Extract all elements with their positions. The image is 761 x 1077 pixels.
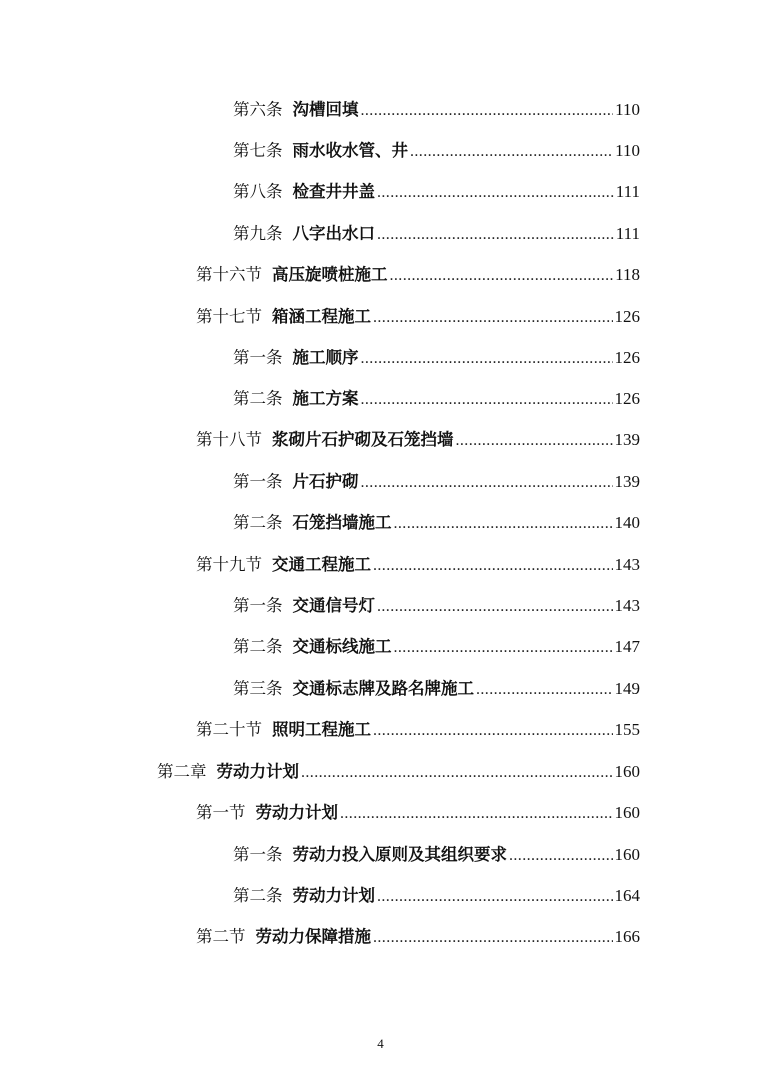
toc-entry-label: 第十八节: [196, 430, 262, 449]
toc-entry-label: 第一条: [233, 348, 283, 367]
toc-entry-label: 第一条: [233, 845, 283, 864]
toc-entry-page: 110: [615, 141, 640, 160]
toc-entry-title: 交通信号灯: [292, 596, 375, 615]
toc-entry-label: 第六条: [233, 100, 283, 119]
toc-entry[interactable]: [196, 304, 640, 330]
toc-entry-title: 施工顺序: [292, 348, 359, 367]
toc-entry-title: 箱涵工程施工: [272, 307, 371, 326]
toc-entry-title: 照明工程施工: [272, 720, 371, 739]
toc-entry-title: 交通标线施工: [292, 637, 392, 656]
toc-entry-title: 劳动力计划: [255, 803, 338, 822]
dot-leader: [373, 305, 613, 331]
toc-entry-title: 高压旋喷桩施工: [272, 265, 388, 284]
toc-entry-page: 160: [614, 803, 640, 822]
toc-entry-page: 164: [614, 886, 640, 905]
toc-entry[interactable]: [233, 97, 640, 123]
dot-leader: [456, 428, 613, 454]
toc-entry-title: 沟槽回填: [292, 100, 359, 119]
toc-entry-page: 155: [614, 720, 640, 739]
toc-entry-label: 第二条: [233, 389, 283, 408]
toc-entry-label: 第八条: [233, 182, 283, 201]
toc-entry-label: 第三条: [233, 679, 283, 698]
dot-leader: [476, 677, 613, 703]
toc-entry[interactable]: [233, 345, 640, 371]
toc-entry[interactable]: [157, 759, 640, 785]
toc-entry-page: 140: [614, 513, 640, 532]
toc-entry-page: 149: [614, 679, 640, 698]
toc-entry[interactable]: [196, 717, 640, 743]
toc-entry-title: 八字出水口: [292, 224, 375, 243]
dot-leader: [373, 553, 613, 579]
toc-entry-label: 第九条: [233, 224, 283, 243]
toc-entry[interactable]: [196, 427, 640, 453]
toc-entry-label: 第七条: [233, 141, 283, 160]
toc-entry-label: 第二条: [233, 637, 283, 656]
toc-entry[interactable]: [233, 386, 640, 412]
dot-leader: [361, 470, 613, 496]
toc-entry-page: 110: [615, 100, 640, 119]
dot-leader: [301, 760, 613, 786]
toc-entry[interactable]: [233, 221, 640, 247]
toc-entry[interactable]: [233, 676, 640, 702]
dot-leader: [410, 139, 613, 165]
toc-entry-label: 第二条: [233, 513, 283, 532]
toc-entry[interactable]: [233, 634, 640, 660]
toc-entry-title: 施工方案: [292, 389, 359, 408]
toc-entry-label: 第二节: [196, 927, 246, 946]
toc-entry-label: 第二条: [233, 886, 283, 905]
toc-entry-title: 石笼挡墙施工: [292, 513, 392, 532]
toc-entry-label: 第二章: [157, 762, 207, 781]
toc-entry-title: 交通工程施工: [272, 555, 371, 574]
dot-leader: [361, 346, 613, 372]
toc-entry-page: 126: [614, 307, 640, 326]
toc-entry-page: 160: [614, 762, 640, 781]
toc-entry[interactable]: [233, 179, 640, 205]
dot-leader: [394, 635, 613, 661]
toc-entry-label: 第十六节: [196, 265, 262, 284]
toc-entry[interactable]: [196, 262, 640, 288]
toc-entry-title: 劳动力保障措施: [255, 927, 371, 946]
toc-entry-page: 147: [614, 637, 640, 656]
page-number: 4: [377, 1036, 384, 1051]
toc-entry-label: 第一条: [233, 472, 283, 491]
dot-leader: [377, 180, 614, 206]
dot-leader: [377, 222, 614, 248]
toc-entry-title: 劳动力计划: [216, 762, 299, 781]
toc-entry-title: 劳动力投入原则及其组织要求: [292, 845, 507, 864]
toc-entry-page: 143: [614, 555, 640, 574]
toc-entry[interactable]: [233, 138, 640, 164]
dot-leader: [361, 387, 613, 413]
toc-entry[interactable]: [233, 842, 640, 868]
toc-entry[interactable]: [196, 552, 640, 578]
toc-entry-page: 139: [614, 430, 640, 449]
dot-leader: [377, 594, 613, 620]
toc-entry-page: 166: [614, 927, 640, 946]
toc-entry-page: 126: [614, 348, 640, 367]
toc-entry-page: 160: [614, 845, 640, 864]
toc-entry-label: 第一节: [196, 803, 246, 822]
toc-entry-page: 118: [615, 265, 640, 284]
dot-leader: [361, 98, 614, 124]
toc-entry[interactable]: [196, 924, 640, 950]
toc-entry[interactable]: [233, 593, 640, 619]
toc-entry-title: 检查井井盖: [292, 182, 375, 201]
dot-leader: [373, 925, 613, 951]
dot-leader: [390, 263, 614, 289]
dot-leader: [509, 843, 613, 869]
toc-entry-title: 雨水收水管、井: [292, 141, 408, 160]
toc-entry-label: 第十九节: [196, 555, 262, 574]
toc-entry-page: 143: [614, 596, 640, 615]
toc-entry[interactable]: [196, 800, 640, 826]
toc-entry[interactable]: [233, 510, 640, 536]
toc-entry[interactable]: [233, 469, 640, 495]
toc-entry-page: 126: [614, 389, 640, 408]
toc-entry-label: 第二十节: [196, 720, 262, 739]
toc-entry-page: 111: [615, 224, 640, 243]
toc-entry-title: 片石护砌: [292, 472, 359, 491]
toc-entry[interactable]: [233, 883, 640, 909]
toc-entry-page: 139: [614, 472, 640, 491]
toc-entry-title: 劳动力计划: [292, 886, 375, 905]
dot-leader: [377, 884, 613, 910]
toc-entry-title: 浆砌片石护砌及石笼挡墙: [272, 430, 454, 449]
toc-entry-page: 111: [615, 182, 640, 201]
dot-leader: [394, 511, 613, 537]
toc-entry-title: 交通标志牌及路名牌施工: [292, 679, 474, 698]
dot-leader: [373, 718, 613, 744]
toc-entry-label: 第一条: [233, 596, 283, 615]
dot-leader: [340, 801, 613, 827]
toc-entry-label: 第十七节: [196, 307, 262, 326]
